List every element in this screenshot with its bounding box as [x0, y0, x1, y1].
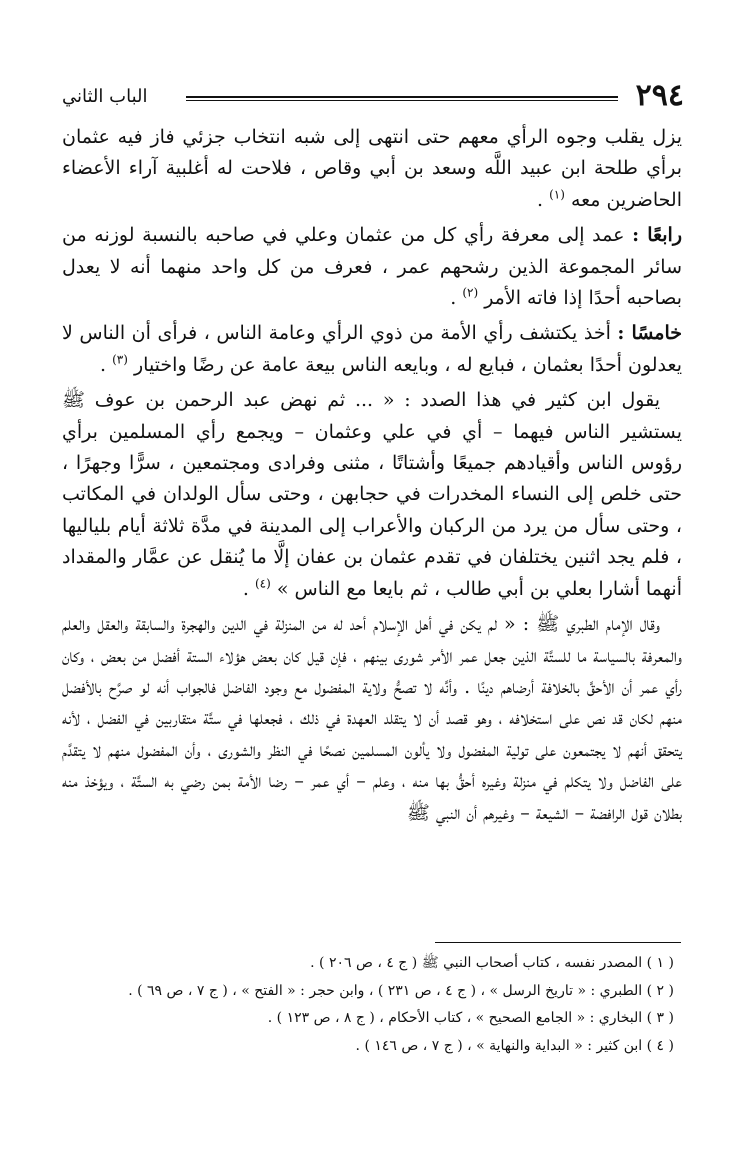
- footnote-ref-1: (١): [549, 187, 565, 202]
- paragraph-2-label: رابعًا :: [632, 224, 683, 247]
- page-number: ٢٩٤: [635, 78, 684, 113]
- paragraph-2-text: عمد إلى معرفة رأي كل من عثمان وعلي في صاحبه بالنسبة لوزنه من سائر المجموعة الذين رشحهم عمر ، فعرف من كل واحد منهما أنه لا يعدل بصاحبه أحدًا إذا فاته الأمر: [62, 224, 682, 310]
- header-rule: [186, 96, 618, 101]
- footnote-ref-2: (٢): [462, 285, 479, 300]
- footnote-ref-3: (٣): [112, 352, 128, 367]
- paragraph-4: [62, 385, 682, 605]
- paragraph-5-text: وقال الإمام الطبري ﷺ : « لم يكن في أهل الإسلام أحد له من المنزلة في الدين والهجرة والسابقة والعقل والعلم والمعرفة بالسياسة ما للستَّة الذين جعل عمر الأمر شورى بينهم ، فإن قيل كان بعض هؤلاء الستة أفضل من بعض ، وكان رأي عمر أن الأحقَّ بالخلافة أرضاهم دينًا . وأنَّه لا تصحُّ ولاية المفضول مع وجود الفاضل فالجواب أنه لو صرَّح بالأفضل منهم لكان قد نص على استخلافه ، وهو قصد أن لا يتقلد العهدة في ذلك ، فجعلها في ستَّة متقاربين في الفضل ، لأنه يتحقق أنهم لا يجتمعون على تولية المفضول ولا يألون المسلمين نصحًا في النظر والشورى ، وأن المفضول منهم لا يتقدَّم على الفاضل ولا يتكلم في منزلة وغيره أحقُّ بها منه ، وعلم – أي عمر – رضا الأمة بمن رضي به الستَّة ، ويؤخذ منه بطلان قول الرافضة – الشيعة – وغيرهم أن النبي ﷺ: [62, 613, 682, 824]
- footnote-2: ( ٢ ) الطبري : « تاريخ الرسل » ، ( ج ٤ ، ص ٢٣١ ) ، وابن حجر : « الفتح » ، ( ج ٧ ، ص ٦٩ ) .: [128, 982, 674, 999]
- main-text: [62, 122, 682, 833]
- footnote-1: ( ١ ) المصدر نفسه ، كتاب أصحاب النبي ﷺ ( ج ٤ ، ص ٢٠٦ ) .: [310, 955, 674, 971]
- paragraph-1-text: يزل يقلب وجوه الرأي معهم حتى انتهى إلى شبه انتخاب جزئي فاز فيه عثمان برأي طلحة ابن عبيد اللَّه وسعد بن أبي وقاص ، فلاحت له أغلبية آراء الأعضاء الحاضرين معه: [62, 126, 682, 211]
- page-header: [62, 80, 684, 116]
- footnote-4: ( ٤ ) ابن كثير : « البداية والنهاية » ، ( ج ٧ ، ص ١٤٦ ) .: [355, 1037, 674, 1054]
- paragraph-3-label: خامسًا :: [617, 322, 682, 345]
- paragraph-3-text: أخذ يكتشف رأي الأمة من ذوي الرأي وعامة الناس ، فرأى أن الناس لا يعدلون أحدًا بعثمان ، فبايع له ، وبايعه الناس بيعة عامة عن رضًا واختيار: [62, 322, 682, 376]
- footnote-ref-4: (٤): [254, 576, 271, 591]
- footnotes: [62, 950, 682, 1060]
- paragraph-1: [62, 122, 682, 216]
- paragraph-3-end: .: [100, 353, 107, 376]
- paragraph-3: [62, 318, 682, 381]
- footnote-3: ( ٣ ) البخاري : « الجامع الصحيح » ، كتاب الأحكام ، ( ج ٨ ، ص ١٢٣ ) .: [267, 1010, 674, 1026]
- chapter-title: الباب الثاني: [62, 86, 148, 107]
- footnote-separator: [435, 942, 681, 943]
- paragraph-2-end: .: [450, 287, 457, 310]
- paragraph-2: [62, 220, 682, 314]
- paragraph-4-text: يقول ابن كثير في هذا الصدد : « ... ثم نهض عبد الرحمن بن عوف ﷺ يستشير الناس فيهما – أي في علي وعثمان – ويجمع رأي المسلمين برأي رؤوس الناس وأقيادهم جميعًا وأشتاتًا ، مثنى وفرادى ومجتمعين ، سرًّا وجهرًا ، حتى خلص إلى النساء المخدرات في حجابهن ، وحتى سأل الولدان في المكاتب ، وحتى سأل من يرد من الركبان والأعراب إلى المدينة في مدَّة ثلاثة أيام بلياليها ، فلم يجد اثنين يختلفان في تقدم عثمان بن عفان إلَّا ما يُنقل عن عمَّار والمقداد أنهما أشارا بعلي بن أبي طالب ، ثم بايعا مع الناس »: [62, 389, 682, 600]
- paragraph-1-end: .: [536, 188, 544, 211]
- paragraph-5: [62, 609, 682, 829]
- paragraph-4-end: .: [242, 577, 249, 600]
